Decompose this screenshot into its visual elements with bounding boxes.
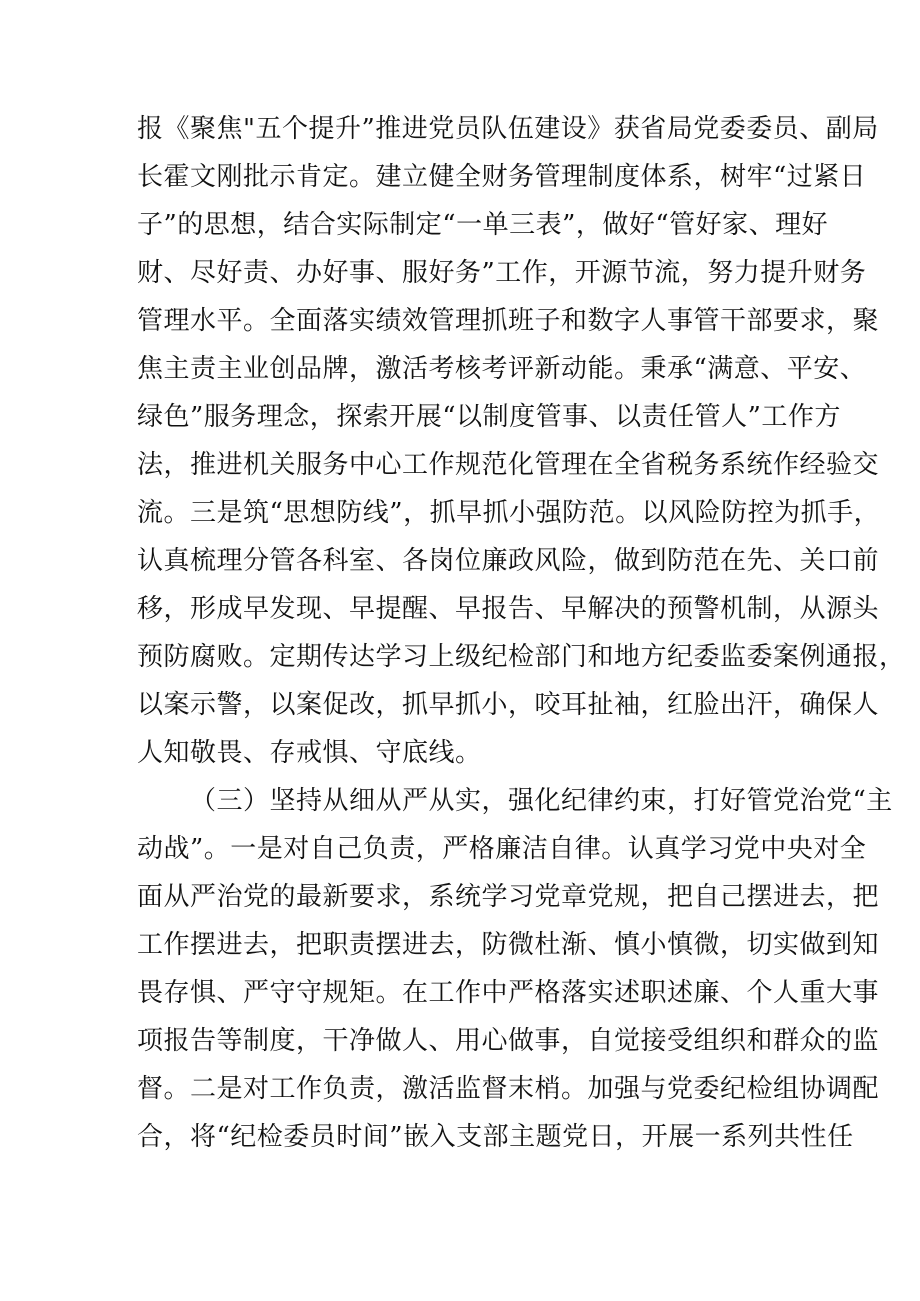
text-line: 绿色”服务理念，探索开展“以制度管事、以责任管人”工作方 [137, 402, 841, 432]
text-line: 法，推进机关服务中心工作规范化管理在全省税务系统作经验交 [137, 450, 880, 480]
text-line: 工作摆进去，把职责摆进去，防微杜渐、慎小慎微，切实做到知 [137, 930, 880, 960]
text-line: 长霍文刚批示肯定。建立健全财务管理制度体系，树牢“过紧日 [137, 162, 867, 192]
text-line: 面从严治党的最新要求，系统学习党章党规，把自己摆进去，把 [137, 882, 880, 912]
text-line: 流。三是筑“思想防线”，抓早抓小强防范。以风险防控为抓手， [137, 498, 881, 528]
text-line: 畏存惧、严守守规矩。在工作中严格落实述职述廉、个人重大事 [137, 978, 880, 1008]
text-line: 人知敬畏、存戒惧、守底线。 [137, 738, 482, 768]
text-line: 以案示警，以案促改，抓早抓小，咬耳扯袖，红脸出汗，确保人 [137, 690, 880, 720]
text-line: 预防腐败。定期传达学习上级纪检部门和地方纪委监委案例通报， [137, 642, 906, 672]
text-line: 移，形成早发现、早提醒、早报告、早解决的预警机制，从源头 [137, 594, 880, 624]
text-line: 报《聚焦"五个提升”推进党员队伍建设》获省局党委委员、副局 [137, 114, 879, 144]
text-line: 财、尽好责、办好事、服好务”工作，开源节流，努力提升财务 [137, 258, 867, 288]
text-line: 焦主责主业创品牌，激活考核考评新动能。秉承“满意、平安、 [137, 354, 867, 384]
text-line: 管理水平。全面落实绩效管理抓班子和数字人事管干部要求，聚 [137, 306, 880, 336]
text-line: 督。二是对工作负责，激活监督末梢。加强与党委纪检组协调配 [137, 1074, 880, 1104]
text-line: 项报告等制度，干净做人、用心做事，自觉接受组织和群众的监 [137, 1026, 880, 1056]
text-line: 子”的思想，结合实际制定“一单三表”，做好“管好家、理好 [137, 210, 829, 240]
text-line: （三）坚持从细从严从实，强化纪律约束，打好管党治党“主 [190, 786, 893, 816]
text-line: 动战”。一是对自己负责，严格廉洁自律。认真学习党中央对全 [137, 834, 867, 864]
text-line: 认真梳理分管各科室、各岗位廉政风险，做到防范在先、关口前 [137, 546, 880, 576]
text-line: 合，将“纪检委员时间”嵌入支部主题党日，开展一系列共性任 [137, 1122, 854, 1152]
